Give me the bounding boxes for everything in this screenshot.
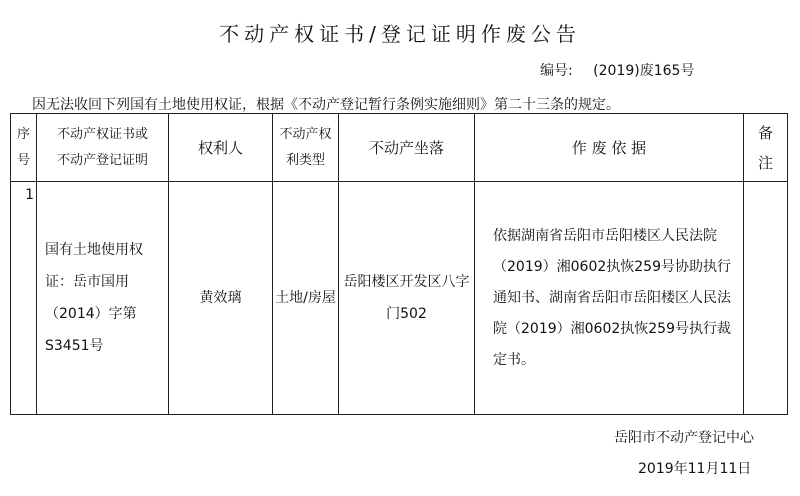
header-seq: 序 号 xyxy=(11,114,37,182)
table-header-row xyxy=(11,114,788,182)
void-certificate-table xyxy=(10,113,788,415)
cell-seq: 1 xyxy=(11,182,37,415)
intro-text: 因无法收回下列国有土地使用权证，根据《不动产登记暂行条例实施细则》第二十三条的规定。 xyxy=(32,97,620,113)
header-location: 不动产坐落 xyxy=(339,114,475,182)
header-remark: 备 注 xyxy=(744,114,788,182)
cell-basis: 依据湖南省岳阳市岳阳楼区人民法院（2019）湘0602执恢259号协助执行通知书、湖南省岳阳市岳阳楼区人民法院（2019）湘0602执恢259号执行裁定书。 xyxy=(475,182,744,415)
cell-location: 岳阳楼区开发区八字门502 xyxy=(339,182,475,415)
cell-remark xyxy=(744,182,788,415)
cell-type: 土地/房屋 xyxy=(273,182,339,415)
table-row xyxy=(11,182,788,415)
header-basis: 作 废 依 据 xyxy=(475,114,744,182)
number-label: 编号: xyxy=(540,63,573,79)
number-value: (2019)废165号 xyxy=(593,63,695,79)
header-type: 不动产权 利类型 xyxy=(273,114,339,182)
issue-date: 2019年11月11日 xyxy=(638,461,752,477)
notice-number xyxy=(540,60,694,80)
header-cert: 不动产权证书或 不动产登记证明 xyxy=(37,114,169,182)
notice-title: 不动产权证书/登记证明作废公告 xyxy=(219,22,581,46)
cell-cert: 国有土地使用权证：岳市国用（2014）字第S3451号 xyxy=(37,182,169,415)
issuer: 岳阳市不动产登记中心 xyxy=(614,430,754,446)
header-owner: 权利人 xyxy=(169,114,273,182)
cell-owner: 黄效璃 xyxy=(169,182,273,415)
